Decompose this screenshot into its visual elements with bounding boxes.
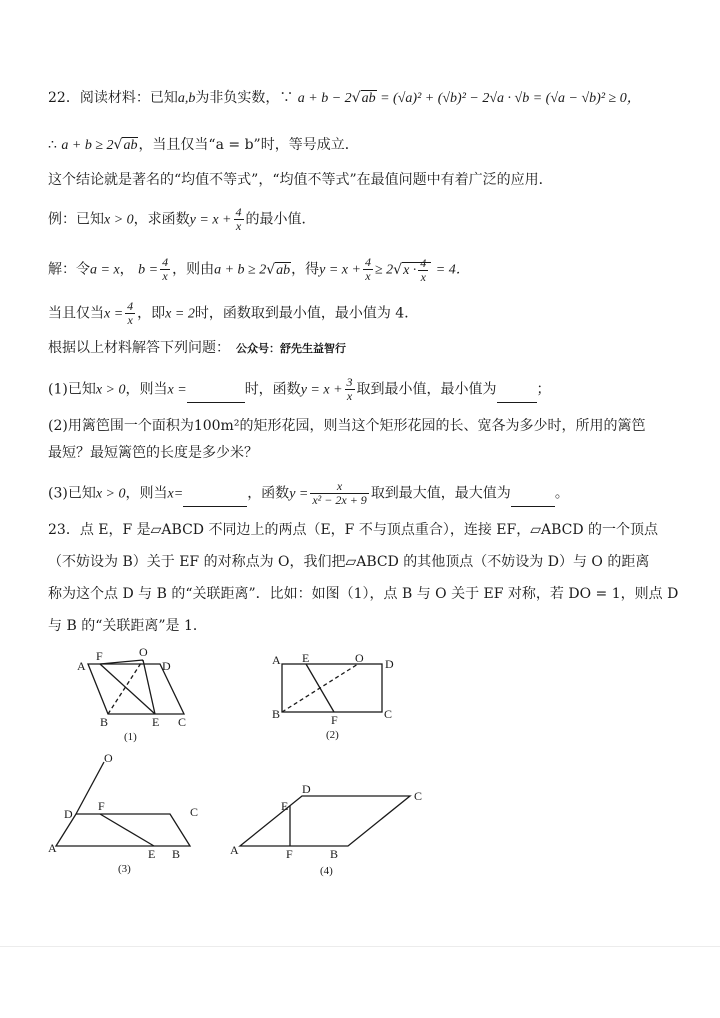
fig2-label-a: A [272, 653, 281, 667]
fig1-eo [143, 660, 155, 714]
fig2-label-f: F [331, 713, 338, 727]
wechat-watermark: 公众号：舒先生益智行 [236, 342, 346, 355]
q23-line-3: 称为这个点 D 与 B 的“关联距离”．比如：如图（1），点 B 与 O 关于 EF 对称，若 DO = 1，则点 D [48, 586, 679, 602]
q22-part-1: (1)已知x > 0，则当x = 时，函数y = x + $\frac{3}{x}$ 取到最小值，最小值为 ； [48, 375, 551, 403]
q22-solution: 解：令a = x， b = $\frac{4}{x}$ ，则由a + b ≥ 2√ab，得y = x + $\frac{4}{x}$ ≥ 2√x · $\frac{4}{x}$ = 4． [48, 255, 470, 284]
answer-blank-3a[interactable] [183, 491, 247, 507]
fig4-parallelogram [240, 796, 410, 846]
q22-part-2-line-1: (2)用篱笆围一个面积为100m²的矩形花园，则当这个矩形花园的长、宽各为多少时，所用的篱笆 [48, 418, 646, 434]
figure-3 [56, 762, 190, 846]
answer-blank-3b[interactable] [511, 491, 555, 507]
fig1-label-f: F [96, 649, 103, 663]
fig3-parallelogram [56, 814, 190, 846]
sqrt-ab: √ab [351, 90, 376, 106]
q22-conclusion: 这个结论就是著名的“均值不等式”，“均值不等式”在最值问题中有着广泛的应用． [48, 172, 553, 188]
fig3-fe [100, 814, 154, 846]
fig2-label-b: B [272, 707, 281, 721]
fig1-ef [100, 664, 155, 714]
fig2-ef [306, 664, 334, 712]
q22-example: 例：已知x > 0，求函数y = x + $\frac{4}{x}$ 的最小值． [48, 205, 316, 233]
fig1-label-o: O [139, 645, 148, 659]
fig3-label-e: E [148, 847, 156, 861]
fig1-label-b: B [100, 715, 109, 729]
q23-line-2: （不妨设为 B）关于 EF 的对称点为 O，我们把▱ABCD 的其他顶点（不妨设为 D）与 O 的距离 [48, 554, 650, 570]
q23-line-1: 23．点 E，F 是▱ABCD 不同边上的两点（E，F 不与顶点重合），连接 EF，▱ABCD 的一个顶点 [48, 522, 659, 538]
q22-part-3: (3)已知x > 0，则当x= ，函数y = $\frac{x}{\text{x² − 2x + 9}}$ 取到最大值，最大值为 。 [48, 479, 569, 507]
fig3-label-o: O [104, 751, 113, 765]
fig2-label-c: C [384, 707, 393, 721]
fig2-label-o: O [355, 651, 364, 665]
fig3-caption: (3) [118, 863, 131, 875]
q22-part-2-line-2: 最短？最短篱笆的长度是多少米？ [48, 445, 258, 461]
fig2-label-e: E [302, 651, 310, 665]
fig1-label-c: C [178, 715, 187, 729]
q23-line-4: 与 B 的“关联距离”是 1． [48, 618, 207, 634]
q22-task: 根据以上材料解答下列问题： 公众号：舒先生益智行 [48, 340, 346, 356]
fig2-rectangle [282, 664, 382, 712]
figures-area [0, 640, 720, 890]
answer-blank-1b[interactable] [497, 387, 537, 403]
fig4-label-e: E [281, 799, 289, 813]
fig4-label-f: F [286, 847, 293, 861]
fig3-label-d: D [64, 807, 73, 821]
figure-4 [240, 796, 410, 846]
fig4-label-b: B [330, 847, 339, 861]
fig1-label-d: D [162, 659, 171, 673]
fig4-label-a: A [230, 843, 239, 857]
answer-blank-1a[interactable] [187, 387, 245, 403]
fig4-label-c: C [414, 789, 423, 803]
q22-line-2: ∴ a + b ≥ 2√ab，当且仅当“a = b”时，等号成立． [48, 137, 359, 153]
figure-3-labels [48, 751, 198, 875]
fig1-label-e: E [152, 715, 160, 729]
fig3-label-f: F [98, 799, 105, 813]
page-bottom-divider [0, 946, 720, 947]
fig3-label-a: A [48, 841, 57, 855]
fig3-label-b: B [172, 847, 181, 861]
q22-equality: 当且仅当x = $\frac{4}{x}$ ，即x = 2时，函数取到最小值，最小值为 4． [48, 299, 419, 327]
figure-2 [282, 664, 382, 712]
fig1-caption: (1) [124, 731, 137, 743]
fig4-label-d: D [302, 782, 311, 796]
q22-line-1: 22．阅读材料：已知a,b为非负实数，∵ a + b − 2√ab = (√a)² + (√b)² − 2√a · √b = (√a − √b)² ≥ 0， [48, 90, 641, 106]
fig4-caption: (4) [320, 865, 333, 877]
fig2-label-d: D [385, 657, 394, 671]
fig2-caption: (2) [326, 729, 339, 741]
fig1-label-a: A [77, 659, 86, 673]
fig3-label-c: C [190, 805, 199, 819]
figure-1-labels [77, 645, 186, 743]
